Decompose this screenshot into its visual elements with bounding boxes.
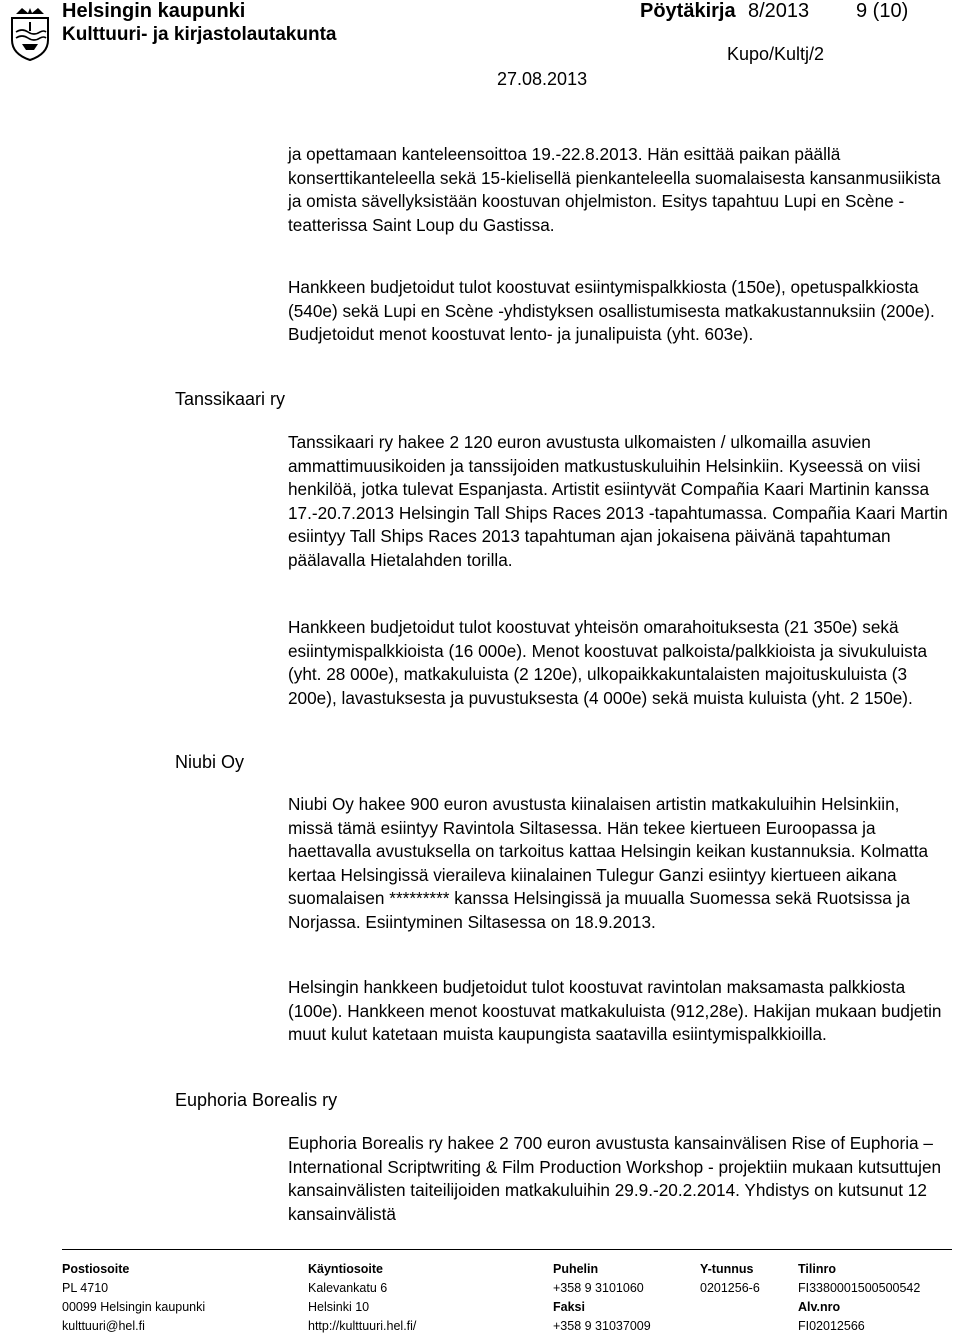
footer-heading: Käyntiosoite bbox=[308, 1262, 384, 1276]
page-number: 9 (10) bbox=[856, 0, 909, 22]
footer-line: 00099 Helsingin kaupunki bbox=[62, 1300, 206, 1314]
footer-visiting-address bbox=[308, 1260, 416, 1336]
footer-account bbox=[798, 1260, 920, 1336]
footer-phone bbox=[553, 1260, 651, 1336]
document-number: 8/2013 bbox=[748, 0, 810, 22]
body-paragraph: Hankkeen budjetoidut tulot koostuvat yhteisön omarahoituksesta (21 350e) sekä esiintymispalkkioista (16 000e). Menot koostuvat palkoista/palkkioista ja sivukuluista (yht. 28 000e), matkakuluista (2 120e), ulkopaikkakuntalaisten majoituskuluista (3 200e), lavastuksesta ja puvustuksesta (4 000e) sekä muista kuluista (yht. 2 150e). bbox=[288, 617, 928, 708]
footer-business-id bbox=[700, 1260, 760, 1298]
applicant-label: Niubi Oy bbox=[175, 752, 245, 772]
footer-heading: Y-tunnus bbox=[700, 1262, 754, 1276]
footer-divider bbox=[62, 1249, 952, 1250]
city-name: Helsingin kaupunki bbox=[62, 0, 246, 22]
helsinki-coat-of-arms-icon bbox=[8, 6, 52, 62]
footer-heading: Puhelin bbox=[553, 1262, 599, 1276]
footer-heading: Faksi bbox=[553, 1300, 585, 1314]
body-paragraph: Hankkeen budjetoidut tulot koostuvat esiintymispalkkiosta (150e), opetuspalkkiosta (540e) sekä Lupi en Scène -yhdistyksen osallistumisesta matkakustannuksiin (200e). Budjetoidut menot koostuvat lento- ja junalipuista (yht. 603e). bbox=[288, 277, 935, 344]
body-paragraph: Euphoria Borealis ry hakee 2 700 euron avustusta kansainvälisen Rise of Euphoria – International Scriptwriting & Film Production Workshop - projektiin mukaan kutsuttujen kansainvälisten taiteilijoiden matkakuluihin 29.9.-20.2.2014. Yhdistys on kutsunut 12 kansainvälistä bbox=[288, 1133, 942, 1224]
body-paragraph: Tanssikaari ry hakee 2 120 euron avustusta ulkomaisten / ulkomailla asuvien ammattimuusikoiden ja tanssijoiden matkustuskuluihin Helsinkiin. Kyseessä on viisi henkilöä, jotka tulevat Espanjasta. Artistit esiintyvät Compañia Kaari Martinin kanssa 17.-20.7.2013 Helsingin Tall Ships Races 2013 -tapahtumassa. Compañia Kaari Martin esiintyy Tall Ships Races 2013 tapahtuman ajan jokaisena päivänä tapahtuman päälavalla Hietalahden torilla. bbox=[288, 432, 948, 570]
body-paragraph: Niubi Oy hakee 900 euron avustusta kiinalaisen artistin matkakuluihin Helsinkiin, missä tämä esiintyy Ravintola Siltasessa. Hän tekee kiertueen Euroopassa ja haettavalla avustuksella on tarkoitus kattaa Helsingin keikan kustannuksia. Kolmatta kertaa Helsingissä vieraileva kiinalainen Tulegur Ganzi esiintyy kiertueen aikana suomalaisen ********* kanssa Helsingissä ja muualla Suomessa sekä Ruotsissa ja Norjassa. Esiintyminen Siltasessa on 18.9.2013. bbox=[288, 794, 929, 932]
body-paragraph: Helsingin hankkeen budjetoidut tulot koostuvat ravintolan maksamasta palkkiosta (100e). Hankkeen menot koostuvat matkakuluista (912,28e). Hakijan mukaan budjetin muut kulut katetaan muista kaupungista saatavilla esiintymispalkkioilla. bbox=[288, 977, 942, 1044]
footer-line: +358 9 31037009 bbox=[553, 1319, 651, 1333]
footer-line: FI3380001500500542 bbox=[798, 1281, 921, 1295]
document-type: Pöytäkirja bbox=[640, 0, 736, 22]
footer-line: Kalevankatu 6 bbox=[308, 1281, 388, 1295]
footer-email-link[interactable]: kulttuuri@hel.fi bbox=[62, 1319, 145, 1333]
footer-website-link[interactable]: http://kulttuuri.hel.fi/ bbox=[308, 1319, 417, 1333]
applicant-label: Tanssikaari ry bbox=[175, 389, 286, 409]
footer-heading: Alv.nro bbox=[798, 1300, 841, 1314]
reference-code: Kupo/Kultj/2 bbox=[727, 44, 825, 64]
footer-line: +358 9 3101060 bbox=[553, 1281, 644, 1295]
applicant-label: Euphoria Borealis ry bbox=[175, 1090, 338, 1110]
footer-line: PL 4710 bbox=[62, 1281, 109, 1295]
document-date: 27.08.2013 bbox=[497, 69, 588, 89]
footer-line: FI02012566 bbox=[798, 1319, 865, 1333]
footer-line: Helsinki 10 bbox=[308, 1300, 370, 1314]
footer-heading: Postiosoite bbox=[62, 1262, 130, 1276]
footer-postal-address bbox=[62, 1260, 205, 1336]
organization-name: Kulttuuri- ja kirjastolautakunta bbox=[62, 24, 337, 45]
body-paragraph: ja opettamaan kanteleensoittoa 19.-22.8.2013. Hän esittää paikan päällä konserttikanteleella sekä 15-kielisellä pienkanteleella suomalaisesta kansanmusiikista ja omista sävellyksistään koostuvan ohjelmiston. Esitys tapahtuu Lupi en Scène -teatterissa Saint Loup du Gastissa. bbox=[288, 144, 941, 235]
footer-heading: Tilinro bbox=[798, 1262, 836, 1276]
footer-line: 0201256-6 bbox=[700, 1281, 760, 1295]
